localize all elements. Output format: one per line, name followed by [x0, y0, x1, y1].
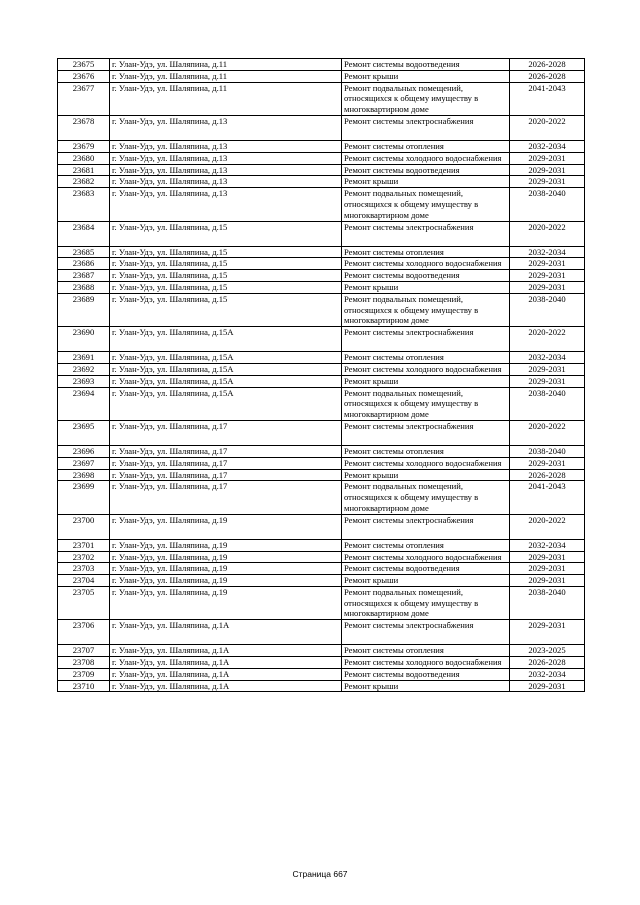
- row-work-type: Ремонт крыши: [342, 575, 510, 587]
- row-number: 23675: [58, 59, 110, 71]
- row-address: г. Улан-Удэ, ул. Шаляпина, д.1А: [110, 680, 342, 692]
- row-work-type: Ремонт подвальных помещений, относящихся к общему имуществу в многоквартирном доме: [342, 387, 510, 420]
- table-row: [58, 575, 585, 587]
- row-number: 23709: [58, 668, 110, 680]
- table-row: [58, 514, 585, 539]
- row-number: 23701: [58, 539, 110, 551]
- table-row: [58, 657, 585, 669]
- table-row: [58, 551, 585, 563]
- row-number: 23690: [58, 327, 110, 352]
- row-work-type: Ремонт крыши: [342, 375, 510, 387]
- row-period: 2029-2031: [510, 575, 585, 587]
- row-work-type: Ремонт системы водоотведения: [342, 563, 510, 575]
- row-number: 23694: [58, 387, 110, 420]
- row-period: 2032-2034: [510, 246, 585, 258]
- row-number: 23677: [58, 82, 110, 115]
- row-period: 2026-2028: [510, 70, 585, 82]
- row-period: 2032-2034: [510, 140, 585, 152]
- row-period: 2020-2022: [510, 514, 585, 539]
- row-number: 23708: [58, 657, 110, 669]
- row-period: 2020-2022: [510, 221, 585, 246]
- row-work-type: Ремонт системы холодного водоснабжения: [342, 258, 510, 270]
- row-address: г. Улан-Удэ, ул. Шаляпина, д.13: [110, 152, 342, 164]
- row-address: г. Улан-Удэ, ул. Шаляпина, д.17: [110, 420, 342, 445]
- row-address: г. Улан-Удэ, ул. Шаляпина, д.15: [110, 270, 342, 282]
- row-number: 23706: [58, 620, 110, 645]
- table-body: [58, 59, 585, 692]
- table-row: [58, 164, 585, 176]
- row-number: 23707: [58, 645, 110, 657]
- row-work-type: Ремонт системы электроснабжения: [342, 514, 510, 539]
- row-period: 2020-2022: [510, 115, 585, 140]
- table-row: [58, 281, 585, 293]
- table-row: [58, 327, 585, 352]
- row-period: 2029-2031: [510, 375, 585, 387]
- row-number: 23692: [58, 363, 110, 375]
- table-row: [58, 539, 585, 551]
- row-work-type: Ремонт системы отопления: [342, 140, 510, 152]
- row-number: 23698: [58, 469, 110, 481]
- row-address: г. Улан-Удэ, ул. Шаляпина, д.19: [110, 514, 342, 539]
- row-period: 2026-2028: [510, 59, 585, 71]
- row-address: г. Улан-Удэ, ул. Шаляпина, д.17: [110, 445, 342, 457]
- table-row: [58, 140, 585, 152]
- row-address: г. Улан-Удэ, ул. Шаляпина, д.19: [110, 563, 342, 575]
- row-number: 23710: [58, 680, 110, 692]
- table-row: [58, 481, 585, 514]
- row-work-type: Ремонт системы электроснабжения: [342, 221, 510, 246]
- table-row: [58, 457, 585, 469]
- row-period: 2029-2031: [510, 563, 585, 575]
- table-row: [58, 188, 585, 221]
- row-period: 2038-2040: [510, 387, 585, 420]
- row-number: 23682: [58, 176, 110, 188]
- row-work-type: Ремонт системы электроснабжения: [342, 420, 510, 445]
- row-address: г. Улан-Удэ, ул. Шаляпина, д.15А: [110, 363, 342, 375]
- table-row: [58, 70, 585, 82]
- row-period: 2029-2031: [510, 152, 585, 164]
- row-work-type: Ремонт системы электроснабжения: [342, 620, 510, 645]
- row-period: 2020-2022: [510, 420, 585, 445]
- row-period: 2023-2025: [510, 645, 585, 657]
- row-work-type: Ремонт подвальных помещений, относящихся к общему имуществу в многоквартирном доме: [342, 586, 510, 619]
- row-address: г. Улан-Удэ, ул. Шаляпина, д.15А: [110, 387, 342, 420]
- row-number: 23680: [58, 152, 110, 164]
- row-number: 23676: [58, 70, 110, 82]
- row-work-type: Ремонт системы отопления: [342, 539, 510, 551]
- row-period: 2032-2034: [510, 352, 585, 364]
- row-address: г. Улан-Удэ, ул. Шаляпина, д.11: [110, 70, 342, 82]
- table-row: [58, 246, 585, 258]
- row-work-type: Ремонт крыши: [342, 469, 510, 481]
- row-work-type: Ремонт системы отопления: [342, 645, 510, 657]
- row-work-type: Ремонт системы водоотведения: [342, 59, 510, 71]
- row-number: 23695: [58, 420, 110, 445]
- row-period: 2032-2034: [510, 539, 585, 551]
- row-work-type: Ремонт крыши: [342, 281, 510, 293]
- row-number: 23683: [58, 188, 110, 221]
- row-number: 23681: [58, 164, 110, 176]
- row-address: г. Улан-Удэ, ул. Шаляпина, д.19: [110, 539, 342, 551]
- row-number: 23704: [58, 575, 110, 587]
- row-address: г. Улан-Удэ, ул. Шаляпина, д.1А: [110, 620, 342, 645]
- table-row: [58, 363, 585, 375]
- row-period: 2029-2031: [510, 363, 585, 375]
- row-address: г. Улан-Удэ, ул. Шаляпина, д.19: [110, 551, 342, 563]
- table-row: [58, 176, 585, 188]
- row-number: 23691: [58, 352, 110, 364]
- row-work-type: Ремонт системы холодного водоснабжения: [342, 457, 510, 469]
- row-address: г. Улан-Удэ, ул. Шаляпина, д.11: [110, 59, 342, 71]
- table-row: [58, 620, 585, 645]
- table-row: [58, 668, 585, 680]
- row-address: г. Улан-Удэ, ул. Шаляпина, д.1А: [110, 668, 342, 680]
- page-number: Страница 667: [292, 869, 348, 879]
- table-row: [58, 680, 585, 692]
- row-period: 2041-2043: [510, 481, 585, 514]
- row-period: 2038-2040: [510, 586, 585, 619]
- table-row: [58, 420, 585, 445]
- row-period: 2029-2031: [510, 164, 585, 176]
- row-address: г. Улан-Удэ, ул. Шаляпина, д.15: [110, 258, 342, 270]
- row-work-type: Ремонт крыши: [342, 176, 510, 188]
- row-number: 23699: [58, 481, 110, 514]
- row-address: г. Улан-Удэ, ул. Шаляпина, д.1А: [110, 645, 342, 657]
- table-row: [58, 445, 585, 457]
- row-work-type: Ремонт системы водоотведения: [342, 164, 510, 176]
- row-period: 2026-2028: [510, 657, 585, 669]
- row-address: г. Улан-Удэ, ул. Шаляпина, д.19: [110, 586, 342, 619]
- row-address: г. Улан-Удэ, ул. Шаляпина, д.15: [110, 293, 342, 326]
- row-address: г. Улан-Удэ, ул. Шаляпина, д.17: [110, 481, 342, 514]
- table-row: [58, 563, 585, 575]
- table-row: [58, 221, 585, 246]
- row-period: 2029-2031: [510, 258, 585, 270]
- table-row: [58, 375, 585, 387]
- row-work-type: Ремонт системы электроснабжения: [342, 115, 510, 140]
- repair-schedule-table: [57, 58, 585, 692]
- row-period: 2029-2031: [510, 620, 585, 645]
- row-work-type: Ремонт системы холодного водоснабжения: [342, 551, 510, 563]
- table-row: [58, 270, 585, 282]
- row-number: 23685: [58, 246, 110, 258]
- row-work-type: Ремонт системы отопления: [342, 445, 510, 457]
- page-footer: [0, 869, 640, 879]
- table-row: [58, 115, 585, 140]
- table-row: [58, 82, 585, 115]
- row-work-type: Ремонт системы холодного водоснабжения: [342, 363, 510, 375]
- row-work-type: Ремонт подвальных помещений, относящихся к общему имуществу в многоквартирном доме: [342, 82, 510, 115]
- row-work-type: Ремонт системы холодного водоснабжения: [342, 657, 510, 669]
- row-period: 2029-2031: [510, 457, 585, 469]
- table-row: [58, 258, 585, 270]
- row-address: г. Улан-Удэ, ул. Шаляпина, д.13: [110, 176, 342, 188]
- row-address: г. Улан-Удэ, ул. Шаляпина, д.15: [110, 246, 342, 258]
- row-work-type: Ремонт системы водоотведения: [342, 668, 510, 680]
- row-address: г. Улан-Удэ, ул. Шаляпина, д.13: [110, 164, 342, 176]
- table-row: [58, 469, 585, 481]
- table-row: [58, 387, 585, 420]
- row-address: г. Улан-Удэ, ул. Шаляпина, д.13: [110, 115, 342, 140]
- table-row: [58, 59, 585, 71]
- row-address: г. Улан-Удэ, ул. Шаляпина, д.15А: [110, 375, 342, 387]
- row-work-type: Ремонт подвальных помещений, относящихся к общему имуществу в многоквартирном доме: [342, 481, 510, 514]
- row-work-type: Ремонт крыши: [342, 680, 510, 692]
- row-number: 23703: [58, 563, 110, 575]
- row-number: 23686: [58, 258, 110, 270]
- row-address: г. Улан-Удэ, ул. Шаляпина, д.15: [110, 281, 342, 293]
- row-number: 23684: [58, 221, 110, 246]
- row-number: 23687: [58, 270, 110, 282]
- row-number: 23679: [58, 140, 110, 152]
- row-work-type: Ремонт подвальных помещений, относящихся к общему имуществу в многоквартирном доме: [342, 188, 510, 221]
- row-period: 2026-2028: [510, 469, 585, 481]
- table-row: [58, 352, 585, 364]
- table-row: [58, 152, 585, 164]
- row-number: 23689: [58, 293, 110, 326]
- row-address: г. Улан-Удэ, ул. Шаляпина, д.15А: [110, 352, 342, 364]
- row-address: г. Улан-Удэ, ул. Шаляпина, д.17: [110, 457, 342, 469]
- row-work-type: Ремонт системы холодного водоснабжения: [342, 152, 510, 164]
- table-row: [58, 293, 585, 326]
- row-work-type: Ремонт системы отопления: [342, 352, 510, 364]
- row-period: 2029-2031: [510, 551, 585, 563]
- table-row: [58, 645, 585, 657]
- row-work-type: Ремонт подвальных помещений, относящихся к общему имуществу в многоквартирном доме: [342, 293, 510, 326]
- table-row: [58, 586, 585, 619]
- row-period: 2029-2031: [510, 281, 585, 293]
- row-number: 23702: [58, 551, 110, 563]
- row-address: г. Улан-Удэ, ул. Шаляпина, д.15А: [110, 327, 342, 352]
- row-period: 2038-2040: [510, 445, 585, 457]
- row-work-type: Ремонт системы водоотведения: [342, 270, 510, 282]
- row-work-type: Ремонт системы электроснабжения: [342, 327, 510, 352]
- row-period: 2038-2040: [510, 188, 585, 221]
- row-period: 2029-2031: [510, 680, 585, 692]
- row-number: 23693: [58, 375, 110, 387]
- row-period: 2020-2022: [510, 327, 585, 352]
- row-number: 23678: [58, 115, 110, 140]
- row-work-type: Ремонт крыши: [342, 70, 510, 82]
- row-number: 23700: [58, 514, 110, 539]
- row-number: 23696: [58, 445, 110, 457]
- row-address: г. Улан-Удэ, ул. Шаляпина, д.17: [110, 469, 342, 481]
- row-address: г. Улан-Удэ, ул. Шаляпина, д.13: [110, 140, 342, 152]
- row-period: 2029-2031: [510, 176, 585, 188]
- row-period: 2029-2031: [510, 270, 585, 282]
- row-address: г. Улан-Удэ, ул. Шаляпина, д.13: [110, 188, 342, 221]
- row-period: 2041-2043: [510, 82, 585, 115]
- row-number: 23688: [58, 281, 110, 293]
- row-number: 23705: [58, 586, 110, 619]
- row-work-type: Ремонт системы отопления: [342, 246, 510, 258]
- row-address: г. Улан-Удэ, ул. Шаляпина, д.1А: [110, 657, 342, 669]
- row-period: 2038-2040: [510, 293, 585, 326]
- row-address: г. Улан-Удэ, ул. Шаляпина, д.11: [110, 82, 342, 115]
- row-address: г. Улан-Удэ, ул. Шаляпина, д.15: [110, 221, 342, 246]
- row-number: 23697: [58, 457, 110, 469]
- row-address: г. Улан-Удэ, ул. Шаляпина, д.19: [110, 575, 342, 587]
- row-period: 2032-2034: [510, 668, 585, 680]
